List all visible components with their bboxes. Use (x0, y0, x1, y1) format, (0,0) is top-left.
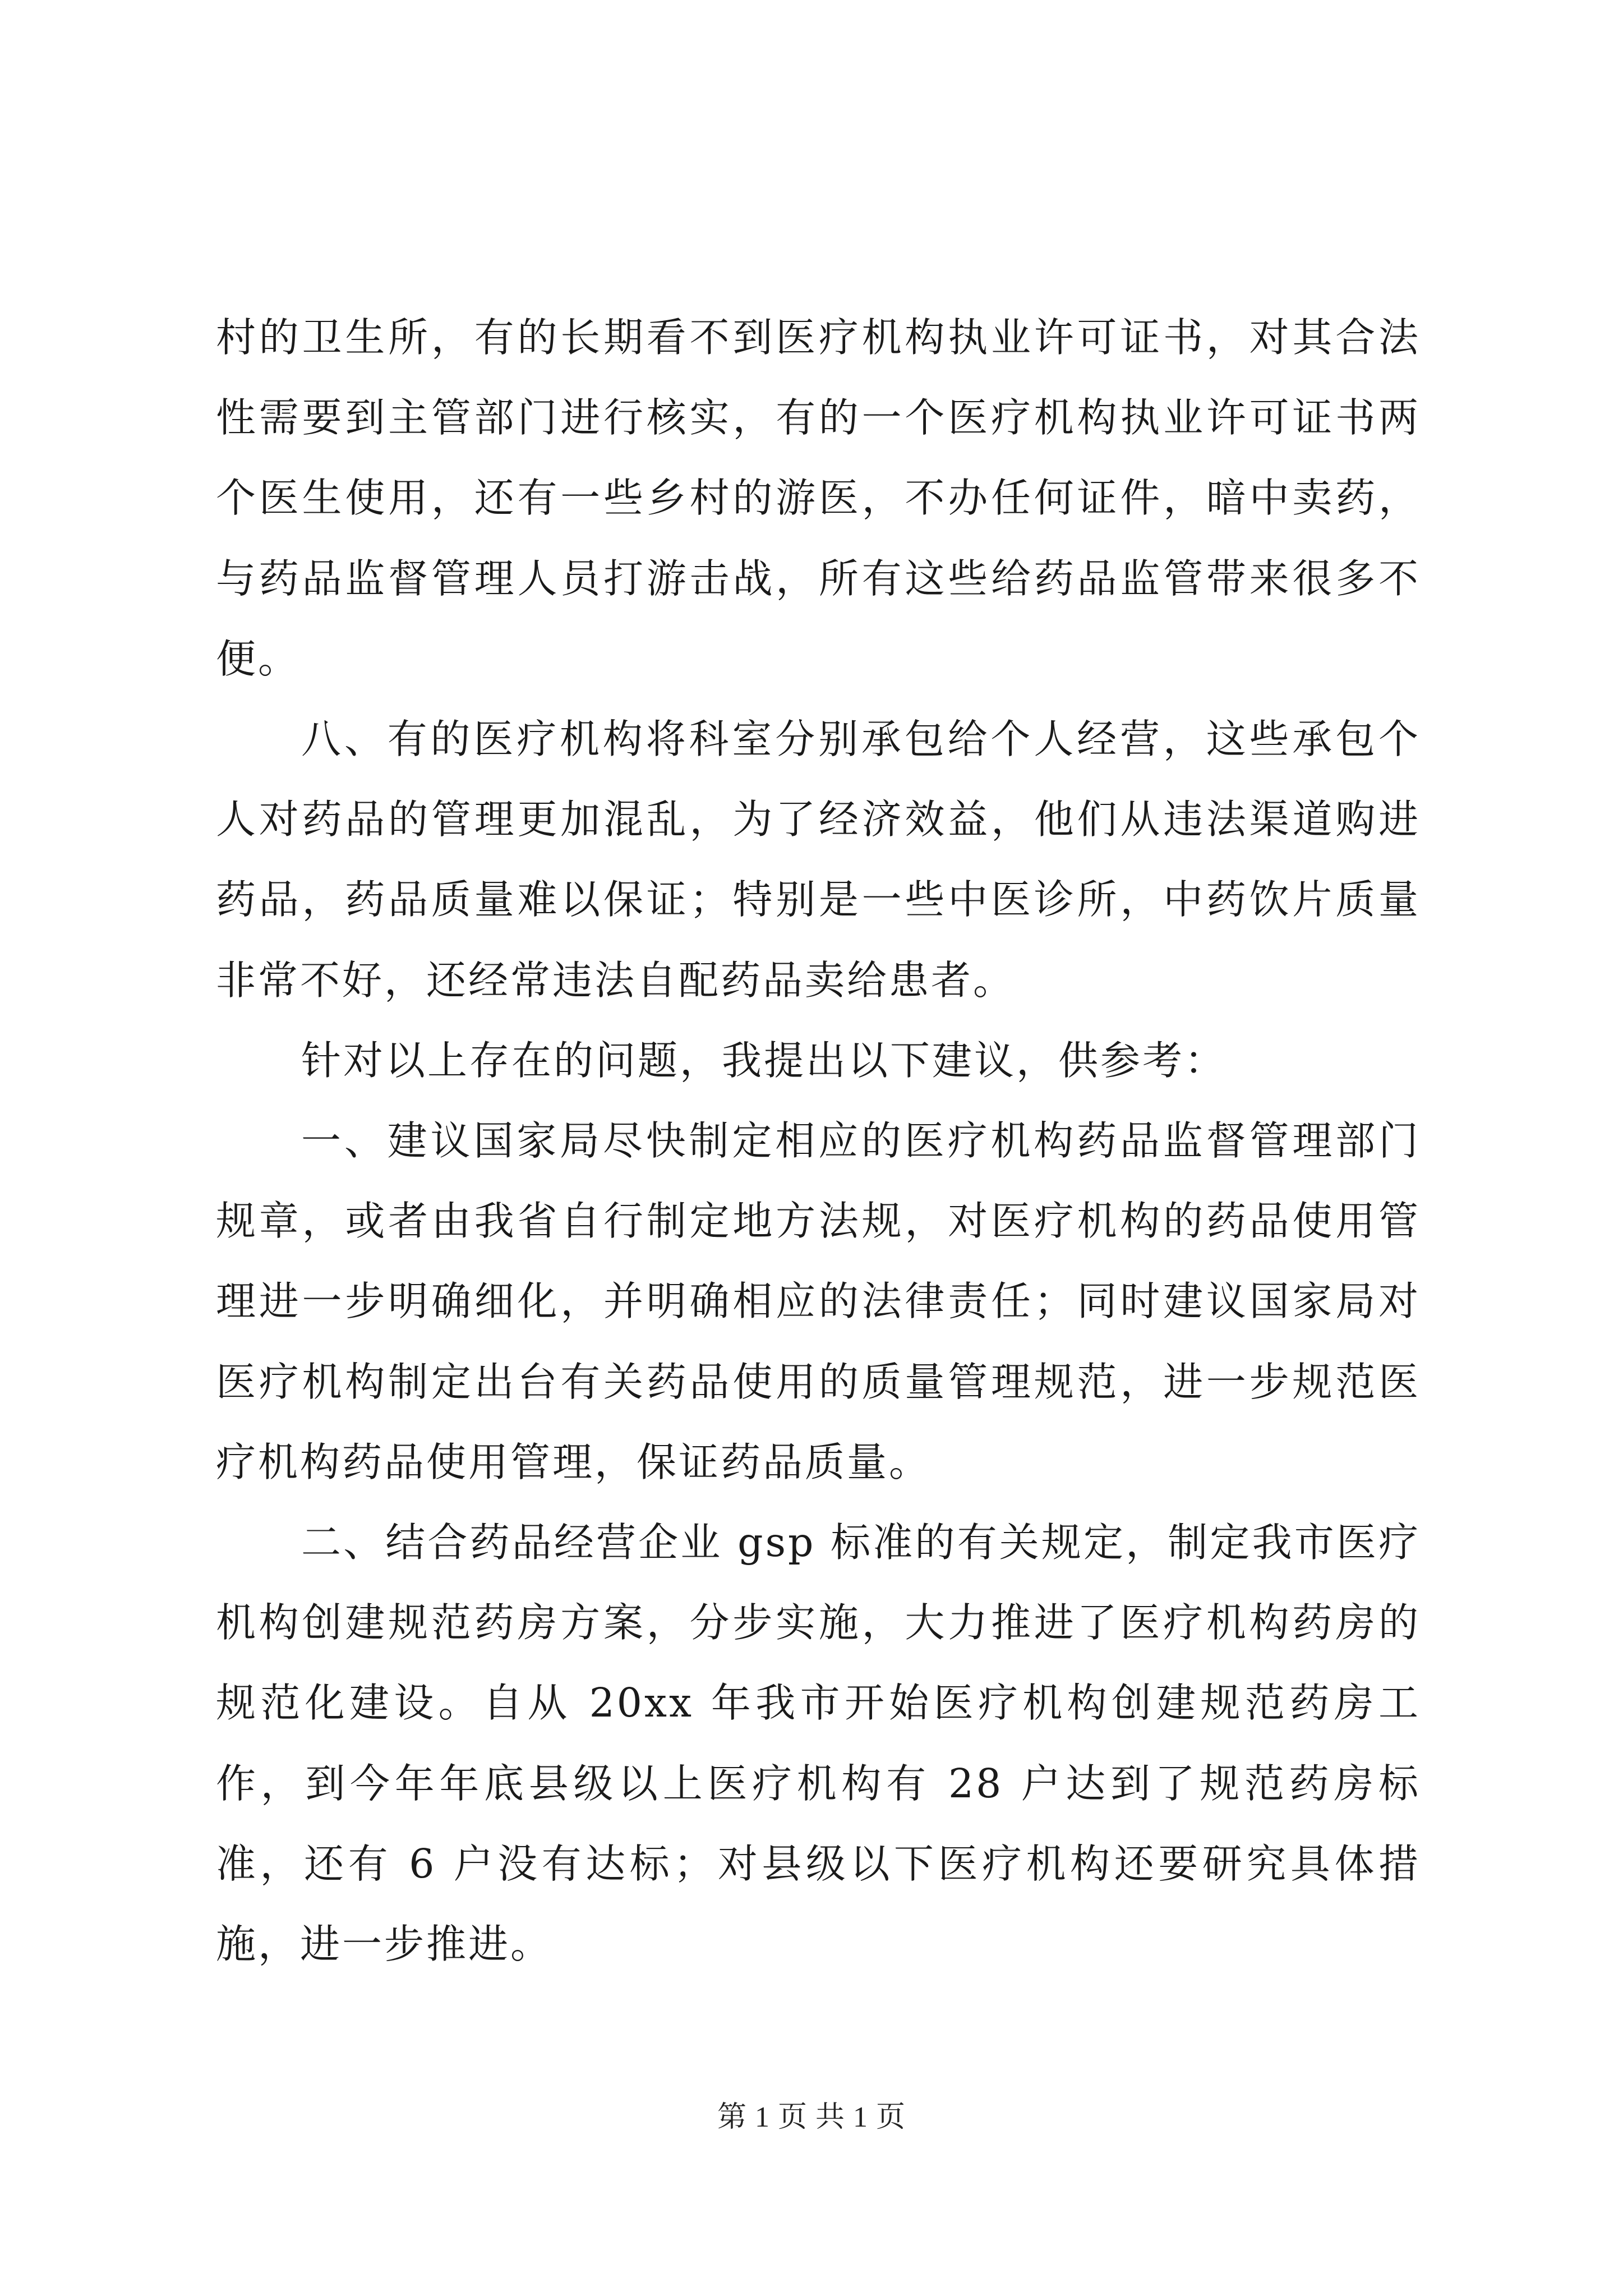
paragraph-continuation: 村的卫生所，有的长期看不到医疗机构执业许可证书，对其合法性需要到主管部门进行核实，有的一个医疗机构执业许可证书两个医生使用，还有一些乡村的游医，不办任何证件，暗中卖药，与药品监督管理人员打游击战，所有这些给药品监管带来很多不便。 (216, 314, 1421, 682)
paragraph-suggestion-two: 二、结合药品经营企业 gsp 标准的有关规定，制定我市医疗机构创建规范药房方案，分步实施，大力推进了医疗机构药房的规范化建设。自从 20xx 年我市开始医疗机构创建规范药房工作，到今年年底县级以上医疗机构有 28 户达到了规范药房标准，还有 6 户没有达标；对县级以下医疗机构还要研究具体措施，进一步推进。 (216, 1519, 1421, 1968)
page-footer: 第 1 页 共 1 页 (717, 2101, 906, 2133)
document-body (216, 297, 1421, 1984)
paragraph-suggestion-intro: 针对以上存在的问题，我提出以下建议，供参考： (301, 1037, 1227, 1084)
paragraph-suggestion-one: 一、建议国家局尽快制定相应的医疗机构药品监督管理部门规章，或者由我省自行制定地方法规，对医疗机构的药品使用管理进一步明确细化，并明确相应的法律责任；同时建议国家局对医疗机构制定出台有关药品使用的质量管理规范，进一步规范医疗机构药品使用管理，保证药品质量。 (216, 1117, 1421, 1485)
paragraph-item-eight: 八、有的医疗机构将科室分别承包给个人经营，这些承包个人对药品的管理更加混乱，为了经济效益，他们从违法渠道购进药品，药品质量难以保证；特别是一些中医诊所，中药饮片质量非常不好，还经常违法自配药品卖给患者。 (216, 716, 1421, 1004)
